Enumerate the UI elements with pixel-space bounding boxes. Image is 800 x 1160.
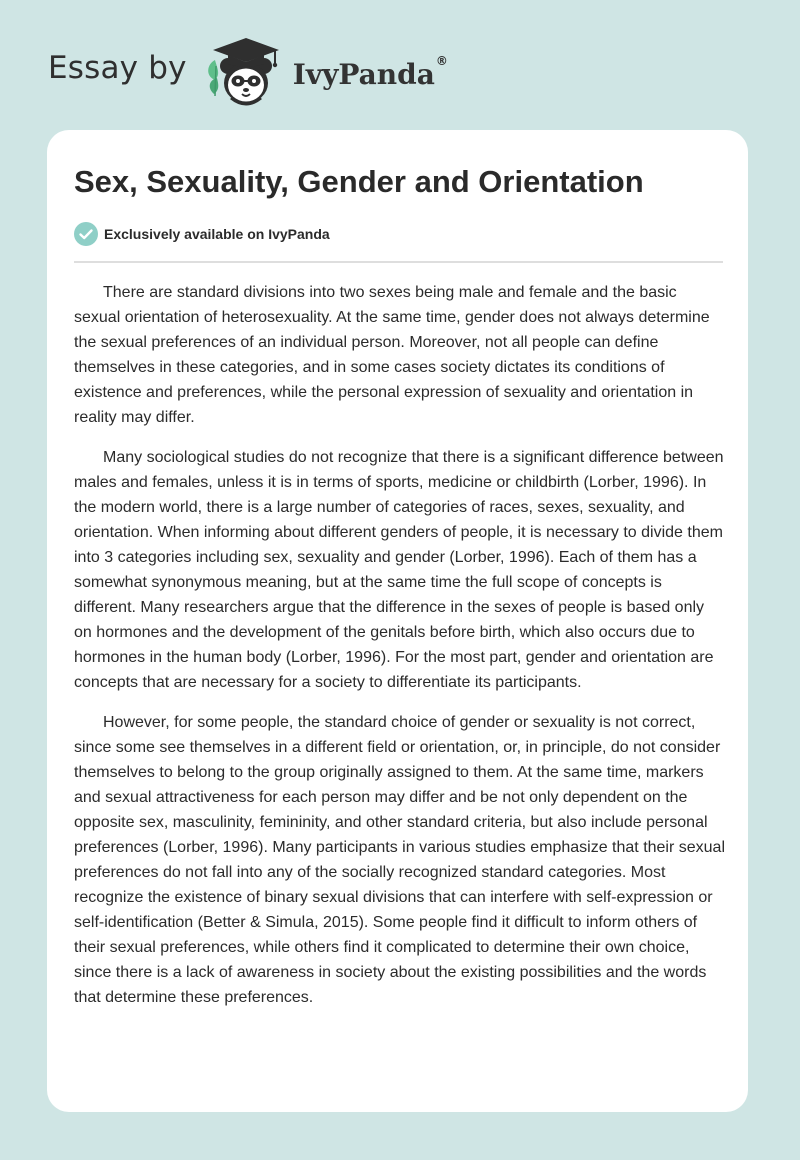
- essay-body: [74, 280, 726, 1025]
- paragraph: Many sociological studies do not recognize that there is a significant difference between males and females, unless it is in terms of sports, medicine or childbirth (Lorber, 1996). In the modern world, there is a large number of categories of races, sexes, sexuality, and orientation. When informing about different genders of people, it is necessary to divide them into 3 categories including sex, sexuality and gender (Lorber, 1996). Each of them has a somewhat synonymous meaning, but at the same time the full scope of concepts is different. Many researchers argue that the difference in the sexes of people is based only on hormones and the development of the genitals before birth, which also occurs due to hormones in the human body (Lorber, 1996). For the most part, gender and orientation are concepts that are necessary for a society to differentiate its participants.: [74, 449, 724, 691]
- divider: [74, 261, 723, 263]
- essay-by-label: Essay by: [48, 50, 187, 86]
- panda-graduate-icon: [201, 36, 289, 112]
- paragraph: There are standard divisions into two sexes being male and female and the basic sexual orientation of heterosexuality. At the same time, gender does not always determine the sexual preferences of an individual person. Moreover, not all people can define themselves in these categories, and in some cases society dictates its conditions of existence and preferences, while the personal expression of sexuality and orientation in reality may differ.: [74, 284, 710, 426]
- essay-card: [47, 130, 748, 1112]
- exclusive-badge: [74, 222, 330, 246]
- site-header-brand[interactable]: [48, 36, 448, 112]
- paragraph: However, for some people, the standard choice of gender or sexuality is not correct, since some see themselves in a different field or orientation, or, in principle, do not consider themselves to belong to the group originally assigned to them. At the same time, markers and sexual attractiveness for each person may differ and be not only dependent on the opposite sex, masculinity, femininity, and other standard criteria, but also include personal preferences (Lorber, 1996). Many participants in various studies emphasize that their sexual preferences do not fall into any of the socially recognized standard categories. Most recognize the existence of binary sexual divisions that can interfere with self-expression or self-identification (Better & Simula, 2015). Some people find it difficult to inform others of their sexual preferences, while others find it complicated to determine their own choice, since there is a lack of awareness in society about the existing possibilities and the words that determine these preferences.: [74, 714, 726, 1006]
- registered-mark: ®: [435, 53, 448, 68]
- check-circle-icon: [74, 222, 98, 246]
- exclusive-badge-label: Exclusively available on IvyPanda: [104, 226, 330, 242]
- page-title: Sex, Sexuality, Gender and Orientation: [74, 164, 644, 199]
- brand-name: IvyPanda®: [292, 53, 448, 91]
